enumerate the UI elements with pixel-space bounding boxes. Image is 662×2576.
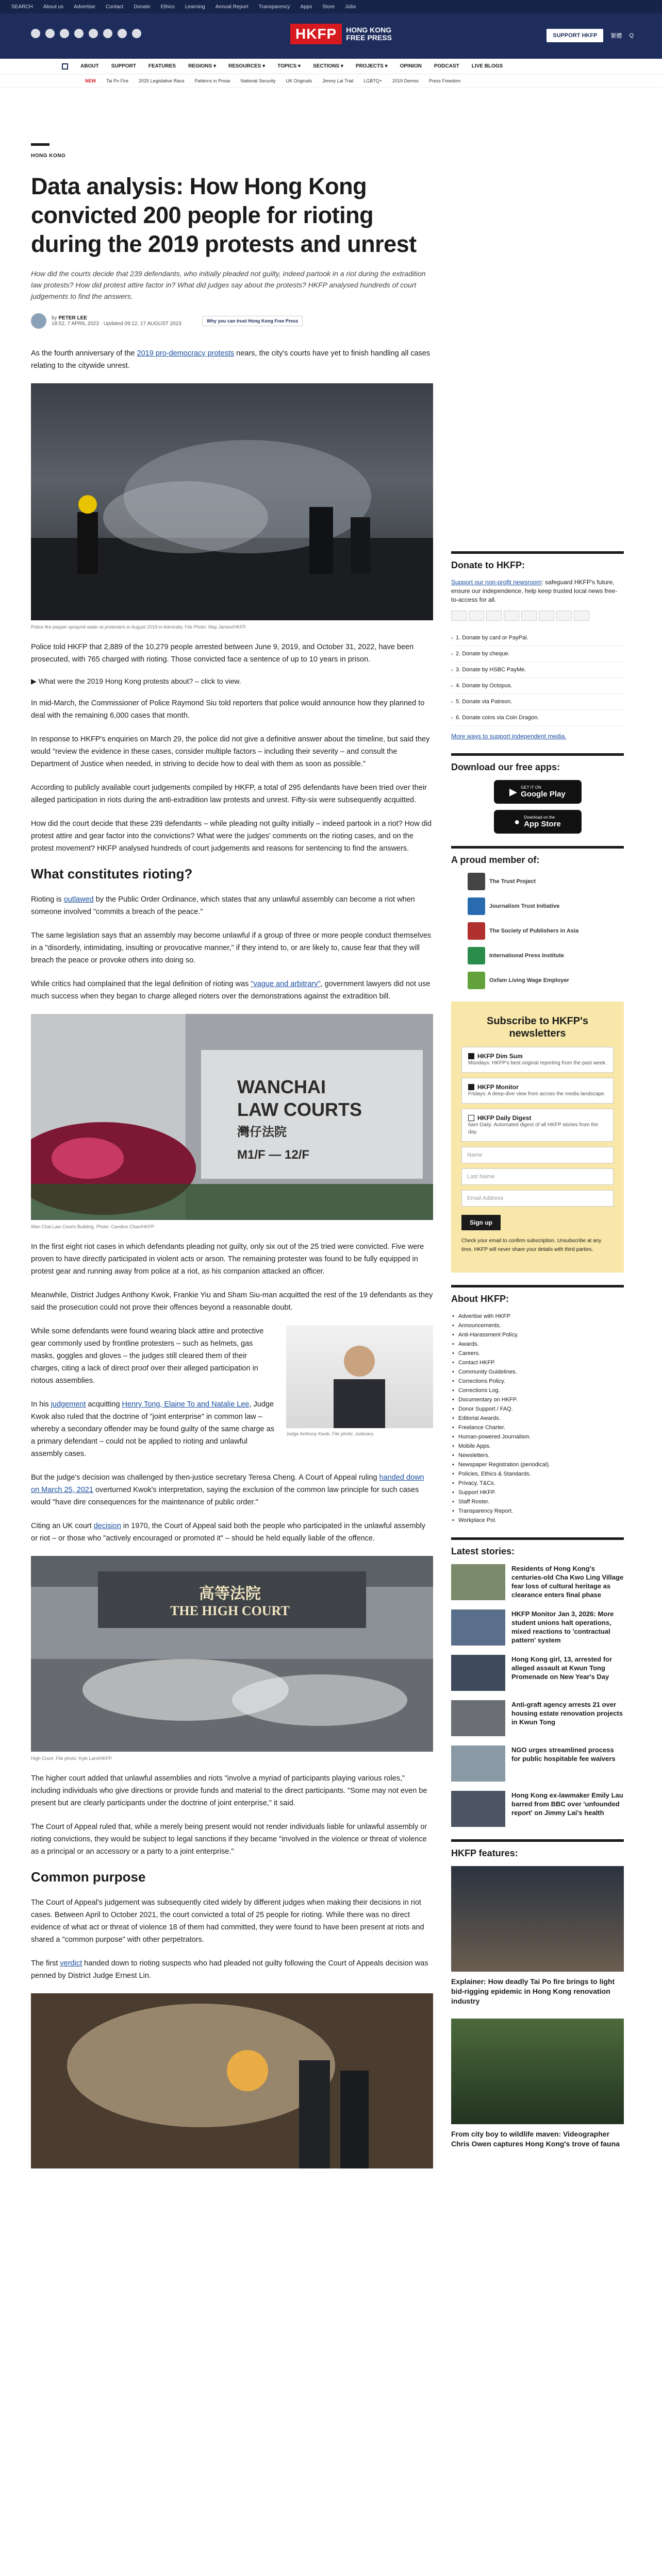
about-link[interactable]: • Donor Support / FAQ. [451, 1404, 624, 1414]
rss-icon[interactable] [132, 29, 141, 38]
feature-image[interactable] [451, 2019, 624, 2124]
about-link[interactable]: • Corrections Policy. [451, 1377, 624, 1386]
feature-title[interactable]: Explainer: How deadly Tai Po fire brings to light bid-rigging epidemic in Hong Kong renovation industry [451, 1977, 615, 2005]
trust-badge[interactable]: Why you can trust Hong Kong Free Press [202, 316, 303, 326]
story-thumbnail [451, 1655, 505, 1691]
ipi-icon [468, 947, 485, 964]
about-link[interactable]: • Documentary on HKFP. [451, 1395, 624, 1404]
signup-button[interactable]: Sign up [461, 1215, 501, 1230]
paypal-icon [504, 611, 519, 621]
about-link[interactable]: • Newspaper Registration (periodical). [451, 1460, 624, 1469]
trending-bar [0, 74, 662, 88]
protest-photo [31, 383, 433, 620]
chevron-right-icon: › [451, 667, 453, 672]
verdict-link[interactable]: verdict [60, 1959, 82, 1968]
author-prefix: by [52, 315, 57, 321]
chevron-right-icon: › [451, 683, 453, 688]
about-link[interactable]: • Anti-Harassment Policy. [451, 1330, 624, 1340]
facebook-icon[interactable] [31, 29, 40, 38]
members-title: A proud member of: [451, 855, 540, 865]
story-thumbnail [451, 1564, 505, 1600]
logo-text [346, 26, 392, 42]
about-link[interactable]: • Announcements. [451, 1321, 624, 1330]
latest-story[interactable]: HKFP Monitor Jan 3, 2026: More student unions halt operations, mixed reactions to 'contractual pattern' system [451, 1609, 624, 1646]
about-link[interactable]: • Advertise with HKFP. [451, 1312, 624, 1321]
google-pay-icon [574, 611, 589, 621]
google-play-button[interactable]: ▶ GET IT ON Google Play [494, 780, 582, 804]
topbar-item-contact[interactable]: Contact [105, 4, 124, 10]
topbar-item-store[interactable]: Store [322, 4, 335, 10]
donate-options [451, 630, 624, 726]
chevron-right-icon: › [451, 715, 453, 720]
apps-title: Download our free apps: [451, 762, 560, 772]
trending-item[interactable]: Patterns in Prose [194, 78, 230, 83]
features-title: HKFP features: [451, 1848, 518, 1858]
sopa-icon [468, 922, 485, 940]
nav-item-support[interactable]: SUPPORT [111, 63, 136, 69]
riot-photo [31, 1993, 433, 2168]
article-title: Data analysis: How Hong Kong convicted 200 people for rioting during the 2019 protests and unrest [31, 173, 417, 257]
defendants-link[interactable]: Henry Tong, Elaine To and Natalie Lee [122, 1400, 250, 1409]
youtube-icon[interactable] [74, 29, 84, 38]
checkbox-checked-icon[interactable] [468, 1053, 474, 1059]
topbar-item-ethics[interactable]: Ethics [160, 4, 175, 10]
about-box [451, 1285, 624, 1525]
latest-story[interactable]: Hong Kong ex-lawmaker Emily Lau barred from BBC over 'unfounded report' on Jimmy Lai's health [451, 1791, 624, 1827]
author-avatar [31, 313, 46, 329]
author-name[interactable]: PETER LEE [58, 315, 87, 321]
email-field[interactable]: Email Address [461, 1190, 614, 1207]
judge-figure [286, 1325, 433, 1448]
outlawed-link[interactable]: outlawed [63, 895, 94, 904]
donate-option[interactable]: › 5. Donate via Patreon. [451, 694, 624, 710]
jti-icon [468, 897, 485, 915]
payment-icons [451, 611, 624, 621]
nav-item-resources[interactable]: RESOURCES ▾ [228, 63, 266, 69]
photo-caption: Police fire pepper spray/oil water at protesters in August 2019 in Admiralty. File Photo: May James/HKFP. [31, 624, 246, 630]
support-button[interactable]: SUPPORT HKFP [547, 29, 603, 42]
trending-item[interactable]: Jimmy Lai Trial [322, 78, 354, 83]
nav-item-opinion[interactable]: OPINION [400, 63, 422, 69]
twitter-icon[interactable] [45, 29, 55, 38]
appeal-ruling-link[interactable]: handed down on March 25, 2021 [31, 1473, 424, 1494]
judge-photo-art [286, 1325, 433, 1428]
about-links [451, 1312, 624, 1525]
features-box [451, 1839, 624, 2149]
logo-line-1: HONG KONG [346, 26, 392, 34]
article-dates: 18:52, 7 APRIL 2023 · Updated 09:12, 17 AUGUST 2023 [52, 321, 181, 327]
latest-box [451, 1537, 624, 1827]
about-link[interactable]: • Newsletters. [451, 1451, 624, 1460]
last-name-field[interactable]: Last Name [461, 1168, 614, 1185]
member-logo[interactable]: Oxfam Living Wage Employer [468, 972, 624, 989]
main-nav [0, 59, 662, 74]
protests-link[interactable]: 2019 pro-democracy protests [137, 349, 235, 358]
byline-text [52, 315, 181, 327]
paragraph: In response to HKFP's enquiries on March 29, the police did not give a definitive answer about the timeline, but said they would "review the evidence in these cases, consider multiple factors – including their severity – and consult the Department of Justice when needed, in striving to decide how to deal with them as soon as possible." [31, 735, 430, 768]
about-link[interactable]: • Awards. [451, 1340, 624, 1349]
site-header [0, 13, 662, 59]
about-link[interactable]: • Freelance Charter. [451, 1423, 624, 1432]
nav-item-live-blogs[interactable]: LIVE BLOGS [471, 63, 503, 69]
about-link[interactable]: • Editorial Awards. [451, 1414, 624, 1423]
site-logo[interactable] [290, 24, 392, 44]
header-actions [547, 29, 634, 42]
nav-item-regions[interactable]: REGIONS ▾ [188, 63, 216, 69]
support-newsroom-link[interactable]: Support our non-profit newsroom [451, 579, 542, 586]
about-link[interactable]: • Support HKFP. [451, 1488, 624, 1497]
chevron-right-icon: › [451, 699, 453, 704]
court-sign-line: M1/F — 12/F [237, 1148, 310, 1162]
protests-explainer-toggle[interactable]: ▶ What were the 2019 Hong Kong protests about? – click to view. [31, 677, 241, 685]
photo-caption: Wan Chai Law Courts Building. Photo: Candice Chau/HKFP. [31, 1224, 155, 1229]
member-logo[interactable]: Journalism Trust Initiative [468, 897, 624, 915]
nav-item-podcast[interactable]: PODCAST [434, 63, 459, 69]
byline [31, 313, 433, 329]
wanchai-photo-art [31, 1014, 433, 1220]
search-icon[interactable]: Q [629, 32, 634, 39]
newsletter-box [451, 1002, 624, 1273]
member-logo[interactable]: International Press Institute [468, 947, 624, 964]
donate-text: Support our non-profit newsroom: safeguard HKFP's future, ensure our independence, help keep trusted local news free-to-access for all. [451, 579, 618, 603]
member-logo[interactable]: The Society of Publishers in Asia [468, 922, 624, 940]
trust-project-icon [468, 873, 485, 890]
vague-arbitrary-link[interactable]: "vague and arbitrary" [251, 980, 321, 988]
article [31, 143, 433, 2173]
topbar-item-learning[interactable]: Learning [185, 4, 205, 10]
protest-photo-art [31, 383, 433, 620]
paragraph: In mid-March, the Commissioner of Police Raymond Siu told reporters that police would announce how they planned to deal with the remaining 6,000 cases that month. [31, 699, 425, 720]
apple-icon: ● [514, 816, 520, 827]
high-court-photo [31, 1556, 433, 1752]
social-icons [31, 29, 141, 38]
bluesky-icon[interactable] [103, 29, 112, 38]
paragraph: Rioting is outlawed by the Public Order Ordinance, which states that any unlawful assembly can become a riot when someone involved "commits a breach of the peace." [31, 895, 415, 916]
court-sign-line: LAW COURTS [237, 1099, 362, 1120]
high-court-sign-cn: 高等法院 [198, 1585, 261, 1602]
topbar-item-transparency[interactable]: Transparency [258, 4, 290, 10]
nav-item-about[interactable]: ABOUT [80, 63, 99, 69]
paragraph: In his judgement acquitting Henry Tong, Elaine To and Natalie Lee, Judge Kwok also ruled that the doctrine of "joint enterprise" in common law – whereby a secondary offender may be found guilty of the same charge as a primary defendant – could not be applied to rioting and unlawful assembly cases. [31, 1400, 275, 1458]
about-link[interactable]: • Policies, Ethics & Standards. [451, 1469, 624, 1479]
paragraph: The first verdict handed down to rioting suspects who had pleaded not guilty following the Court of Appeals decision was penned by District Judge Ernest Lin. [31, 1959, 428, 1980]
trending-item[interactable]: 2025 Legislative Race [139, 78, 185, 83]
feature-image[interactable] [451, 1866, 624, 1972]
paragraph: The Court of Appeal's judgement was subsequently cited widely by different judges when making their decisions in riot cases. Between April to October 2021, the court convicted a total of 25 people for rioting. While there was no direct evidence of what act or threat of violence 18 of them had committed, they were found to have been present at riots and shared a "common purpose" with other perpetrators. [31, 1899, 424, 1944]
court-sign [237, 1076, 362, 1166]
about-title: About HKFP: [451, 1294, 509, 1304]
newsletter-note: Check your email to confirm subscription. Unsubscribe at any time. HKFP will never share your details with third parties. [461, 1238, 602, 1252]
topbar-item-advertise[interactable]: Advertise [74, 4, 95, 10]
wanchai-courts-photo [31, 1014, 433, 1220]
subheading: What constitutes rioting? [31, 866, 193, 882]
paragraph: According to publicly available court judgements compiled by HKFP, a total of 295 defendants have been tried over their alleged participation in riots during the anti-extradition law protests and unrest. Fifty-six were subsequently acquitted. [31, 784, 427, 804]
paragraph: Citing an UK court decision in 1970, the Court of Appeal said both the people who participated in the unlawful assembly or riot – or those who "actively encouraged or promoted it" – should be held equally liable of the offence. [31, 1522, 425, 1543]
story-thumbnail [451, 1609, 505, 1646]
latest-story[interactable]: Hong Kong girl, 13, arrested for alleged assault at Kwun Tong Promenade on New Year's Day [451, 1655, 624, 1691]
donate-option[interactable]: › 4. Donate by Octopus. [451, 678, 624, 694]
about-link[interactable]: • Careers. [451, 1349, 624, 1358]
donate-title: Donate to HKFP: [451, 560, 525, 570]
checkbox-icon[interactable] [468, 1115, 474, 1121]
more-ways-link[interactable]: More ways to support independent media. [451, 733, 567, 740]
paragraph: While some defendants were found wearing black attire and protective gear commonly used by frontline protesters – such as helmets, gas masks, goggles and gloves – the judges still cleared them of their charges, citing a lack of direct proof over their alleged participation in riotous assemblies. [31, 1327, 264, 1385]
about-link[interactable]: • Corrections Log. [451, 1386, 624, 1395]
trending-item[interactable]: Press Freedom [429, 78, 461, 83]
article-standfirst: How did the courts decide that 239 defendants, who initially pleaded not guilty, indeed partook in a riot during the extradition law protests? How did protest attire factor in? What did judges say about the protests? HKFP analysed hundreds of court judgements to find the answers. [31, 269, 426, 300]
latest-title: Latest stories: [451, 1546, 515, 1556]
paragraph: Meanwhile, District Judges Anthony Kwok, Frankie Yiu and Sham Siu-man acquitted the rest of the 19 defendants as they said the prosecution could not prove their offences beyond a reasonable doubt. [31, 1291, 433, 1312]
oxfam-icon [468, 972, 485, 989]
name-field[interactable]: Name [461, 1147, 614, 1163]
feature-title[interactable]: From city boy to wildlife maven: Videographer Chris Owen captures Hong Kong's trove of fauna [451, 2130, 620, 2148]
member-logo[interactable]: The Trust Project [468, 873, 624, 890]
logo-mark: HKFP [290, 24, 342, 44]
mastercard-icon [451, 611, 467, 621]
about-link[interactable]: • Privacy, T&Cs. [451, 1479, 624, 1488]
nav-item-features[interactable]: FEATURES [148, 63, 176, 69]
apple-pay-icon [556, 611, 572, 621]
section-rule [31, 143, 49, 146]
photo-caption: Judge Anthony Kwok. File photo: Judiciary. [286, 1431, 374, 1436]
topbar-item-jobs[interactable]: Jobs [345, 4, 356, 10]
paragraph: But the judge's decision was challenged by then-justice secretary Teresa Cheng. A Court of Appeal ruling handed down on March 25, 2021 overturned Kwok's interpretation, saying the exclusion of the common law principle for such cases would "have dire consequences for the maintenance of public order." [31, 1473, 424, 1506]
app-store-button[interactable]: ● Download on the App Store [494, 810, 582, 834]
section-tag[interactable]: HONG KONG [31, 153, 66, 159]
jcb-icon [539, 611, 554, 621]
donate-box [451, 551, 624, 741]
paragraph: In the first eight riot cases in which defendants pleading not guilty, only six out of the 25 tried were convicted. Five were proven to have directly participated in violent acts or arson. The remaining protester was found to be fully equipped in protest gear and running away from police at a riot, as his companion attacked an officer. [31, 1243, 424, 1276]
newsletter-option[interactable]: HKFP Daily Digest 6am Daily: Automated digest of all HKFP stories from the day. [461, 1109, 614, 1142]
donate-option[interactable]: › 6. Donate coins via Coin Dragon. [451, 710, 624, 726]
story-thumbnail [451, 1700, 505, 1736]
latest-story[interactable]: Residents of Hong Kong's centuries-old Cha Kwo Ling Village fear loss of cultural heritage as clearance enters final phase [451, 1564, 624, 1600]
paragraph: How did the court decide that these 239 defendants – while pleading not guilty initially – indeed partook in a riot? How did protest attire and gear factor into the convictions? What were the judges' comments on the rioting cases, and on the protest movement? HKFP analysed hundreds of court judgements and reasons for sentencing to find the answers. [31, 820, 432, 853]
members-box [451, 846, 624, 989]
logo-line-2: FREE PRESS [346, 33, 392, 42]
amex-icon [486, 611, 502, 621]
visa-icon [469, 611, 484, 621]
donate-option[interactable]: › 2. Donate by cheque. [451, 646, 624, 662]
paragraph: Police told HKFP that 2,889 of the 10,279 people arrested between June 9, 2019, and October 31, 2022, have been prosecuted, with 765 charged with rioting. Those convicted face a sentence of up to 10 years in prison. [31, 643, 414, 664]
about-link[interactable]: • Community Guidelines. [451, 1367, 624, 1377]
unionpay-icon [521, 611, 537, 621]
latest-story[interactable]: Anti-graft agency arrests 21 over housing estate renovation projects in Kwun Tong [451, 1700, 624, 1736]
about-link[interactable]: • Workplace Pol. [451, 1516, 624, 1525]
court-sign-line: 灣仔法院 [237, 1125, 287, 1139]
play-store-icon: ▶ [509, 786, 517, 797]
trending-item[interactable]: LGBTQ+ [363, 78, 382, 83]
about-link[interactable]: • Transparency Report. [451, 1506, 624, 1516]
high-court-sign-en: THE HIGH COURT [170, 1603, 290, 1618]
topbar-item-search[interactable]: SEARCH [11, 4, 33, 10]
chevron-right-icon: › [451, 635, 453, 640]
newsletter-option[interactable]: HKFP Dim Sum Mondays: HKFP's best original reporting from the past week. [461, 1047, 614, 1073]
trending-new-label: NEW [85, 78, 96, 83]
trending-item[interactable]: National Security [240, 78, 276, 83]
paragraph: While critics had complained that the legal definition of rioting was "vague and arbitrary", government lawyers did not use much success when they began to charge alleged rioters over the demonstrations against the extradition bill. [31, 980, 431, 1001]
judge-photo [286, 1325, 433, 1428]
topbar-item-annual-report[interactable]: Annual Report [215, 4, 249, 10]
instagram-icon[interactable] [60, 29, 69, 38]
photo-caption: High Court. File photo: Kyle Lam/HKFP. [31, 1756, 112, 1761]
paragraph: The same legislation says that an assembly may become unlawful if a group of three or more people conduct themselves in a "disorderly, intimidating, insulting or provocative manner," if they intend to, or are likely to, cause fear that they will breach the peace or provoke others into doing so. [31, 931, 432, 964]
donate-option[interactable]: › 1. Donate by card or PayPal. [451, 630, 624, 646]
paragraph: As the fourth anniversary of the 2019 pro-democracy protests nears, the city's courts have yet to finish handling all cases relating to the citywide unrest. [31, 349, 431, 370]
latest-story[interactable]: NGO urges streamlined process for public hospitable fee waivers [451, 1745, 624, 1782]
subheading: Common purpose [31, 1869, 146, 1885]
chevron-right-icon: › [451, 651, 453, 656]
story-thumbnail [451, 1745, 505, 1782]
nav-item-topics[interactable]: TOPICS ▾ [277, 63, 301, 69]
nav-item-sections[interactable]: SECTIONS ▾ [312, 63, 343, 69]
threads-icon[interactable] [89, 29, 98, 38]
language-switch[interactable]: 繁體 [610, 33, 622, 39]
paragraph: The higher court added that unlawful assemblies and riots "involve a myriad of participants playing various roles," including individuals who give directions or provide funds and material to the direct participants. "Some may not even be present but are clearly participants under the doctrine of joint enterprise," it said. [31, 1774, 427, 1807]
story-thumbnail [451, 1791, 505, 1827]
about-link[interactable]: • Contact HKFP. [451, 1358, 624, 1367]
about-link[interactable]: • Human-powered Journalism. [451, 1432, 624, 1442]
riot-photo-art [31, 1993, 433, 2168]
newsletter-option[interactable]: HKFP Monitor Fridays: A deep-dive view from across the media landscape. [461, 1078, 614, 1104]
linkedin-icon[interactable] [118, 29, 127, 38]
about-link[interactable]: • Staff Roster. [451, 1497, 624, 1506]
paragraph: The Court of Appeal ruled that, while a merely being present would not render individuals liable for unlawful assembly or rioting convictions, they would be subject to legal sanctions if they became "involved in the violence or threat of violence as a principal or an accessory or a party to a joint enterprise." [31, 1823, 427, 1856]
donate-option[interactable]: › 3. Donate by HSBC PayMe. [451, 662, 624, 678]
checkbox-checked-icon[interactable] [468, 1084, 474, 1090]
trending-item[interactable]: UK Originals [286, 78, 312, 83]
top-utility-bar [0, 0, 662, 13]
about-link[interactable]: • Mobile Apps. [451, 1442, 624, 1451]
trending-item[interactable]: Tai Po Fire [106, 78, 129, 83]
court-sign-line: WANCHAI [237, 1076, 326, 1097]
topbar-item-donate[interactable]: Donate [134, 4, 151, 10]
apps-box [451, 753, 624, 834]
judgement-link[interactable]: judgement [51, 1400, 86, 1409]
high-court-sign [170, 1581, 290, 1619]
nav-item-projects[interactable]: PROJECTS ▾ [355, 63, 388, 69]
newsletter-title: Subscribe to HKFP's newsletters [486, 1015, 588, 1039]
topbar-item-about[interactable]: About us [43, 4, 64, 10]
uk-decision-link[interactable]: decision [93, 1522, 121, 1530]
topbar-item-apps[interactable]: Apps [300, 4, 312, 10]
sidebar [451, 551, 624, 2161]
trending-item[interactable]: 2019 Demos [392, 78, 419, 83]
home-icon[interactable] [62, 63, 68, 70]
